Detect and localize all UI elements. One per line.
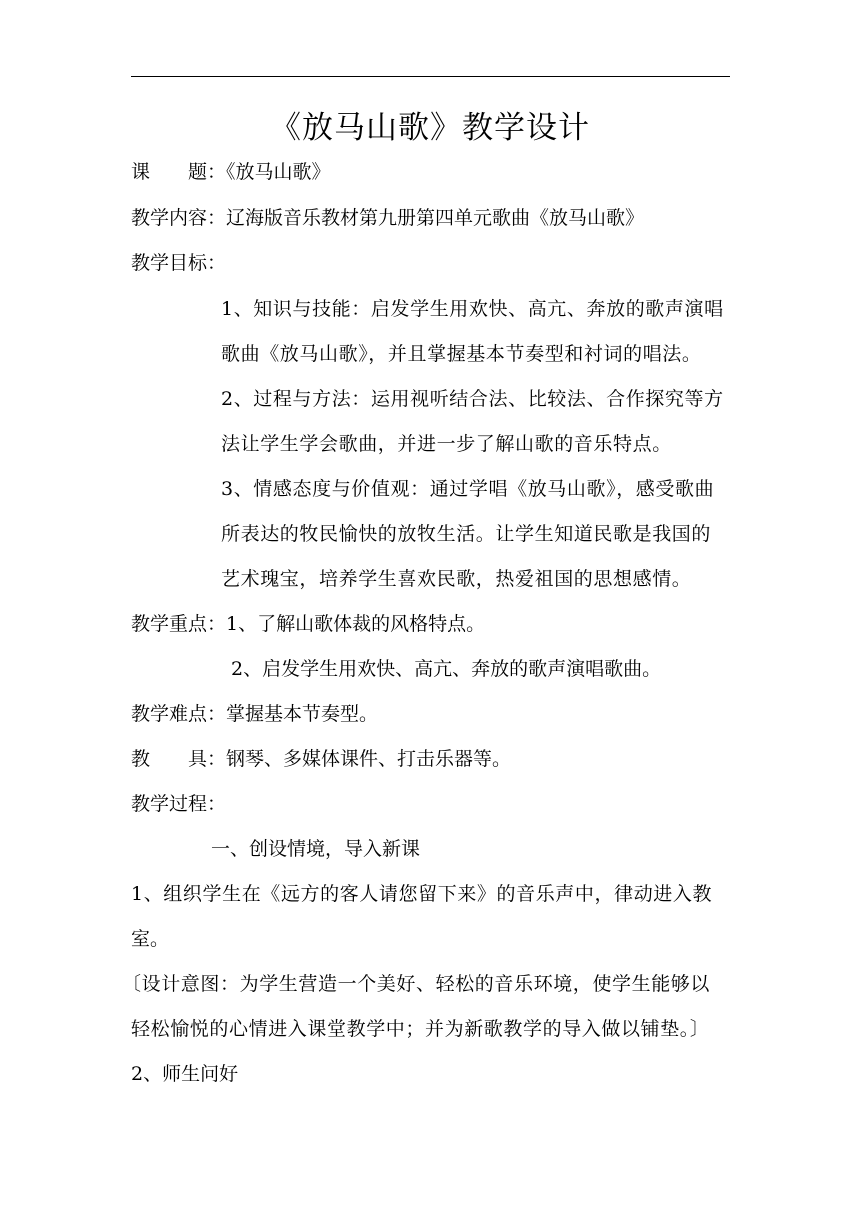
text-line-goal-3a: 3、情感态度与价值观：通过学唱《放马山歌》，感受歌曲	[221, 478, 715, 500]
text-line-key-point-2: 2、启发学生用欢快、高亢、奔放的歌声演唱歌曲。	[231, 658, 662, 680]
header-rule	[131, 76, 730, 77]
text-line-design-intent-b: 轻松愉悦的心情进入课堂教学中；并为新歌教学的导入做以铺垫。〕	[131, 1018, 710, 1040]
text-line-key-points: 教学重点：1、了解山歌体裁的风格特点。	[131, 613, 486, 635]
text-line-step-1b: 室。	[131, 928, 170, 950]
text-line-goal-2b: 法让学生学会歌曲，并进一步了解山歌的音乐特点。	[221, 433, 672, 455]
text-line-design-intent-a: 〔设计意图：为学生营造一个美好、轻松的音乐环境，使学生能够以	[122, 973, 711, 995]
text-line-goal-3b: 所表达的牧民愉快的放牧生活。让学生知道民歌是我国的	[221, 523, 712, 545]
text-line-goal-3c: 艺术瑰宝，培养学生喜欢民歌，热爱祖国的思想感情。	[221, 568, 692, 590]
text-line-goals-heading: 教学目标：	[131, 252, 227, 274]
text-line-topic: 课 题：《放马山歌》	[131, 161, 331, 183]
text-line-goal-1b: 歌曲《放马山歌》，并且掌握基本节奏型和衬词的唱法。	[221, 343, 702, 365]
text-line-section-1: 一、创设情境，导入新课	[211, 838, 421, 860]
text-line-difficulty: 教学难点：掌握基本节奏型。	[131, 703, 379, 725]
document-title: 《放马山歌》教学设计	[270, 110, 590, 146]
text-line-content: 教学内容：辽海版音乐教材第九册第四单元歌曲《放马山歌》	[131, 207, 645, 229]
text-line-goal-2a: 2、过程与方法：运用视听结合法、比较法、合作探究等方	[221, 388, 724, 410]
text-line-step-2: 2、师生问好	[131, 1063, 239, 1085]
text-line-process-heading: 教学过程：	[131, 793, 227, 815]
text-line-goal-1a: 1、知识与技能：启发学生用欢快、高亢、奔放的歌声演唱	[221, 298, 724, 320]
text-line-step-1a: 1、组织学生在《远方的客人请您留下来》的音乐声中，律动进入教	[131, 883, 713, 905]
text-line-tools: 教 具：钢琴、多媒体课件、打击乐器等。	[131, 748, 512, 770]
